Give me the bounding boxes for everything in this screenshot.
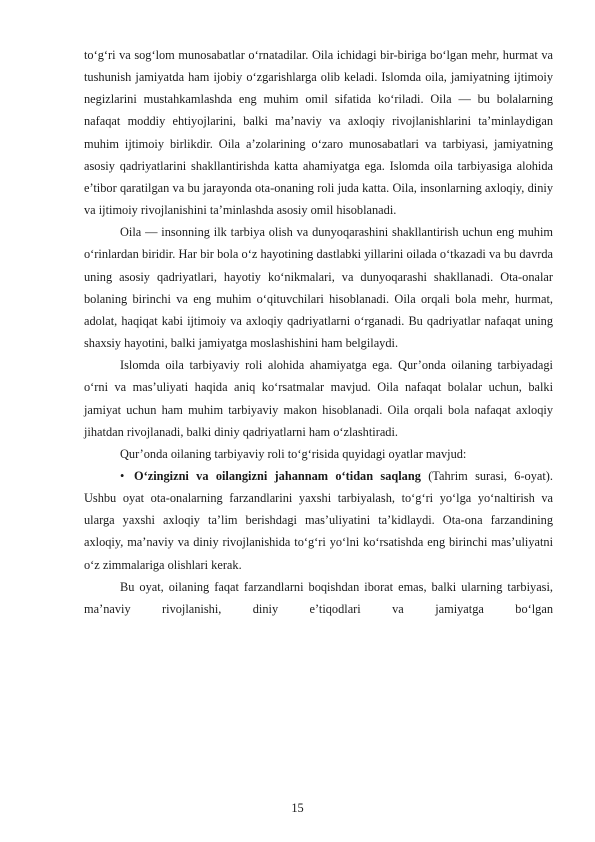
- paragraph-islam-family: Islomda oila tarbiyaviy roli alohida ahamiyatga ega. Qur’onda oilaning tarbiyadagi o‘rni va mas’uliyati haqida aniq ko‘rsatmalar mavjud. Oila nafaqat bolalar uchun, balki jamiyat uchun ham muhim tarbiyaviy makon hisoblanadi. Oila orqali bola nafaqat axloqiy jihatdan rivojlanadi, balki diniy qadriyatlarni ham o‘zlashtiradi.: [84, 358, 553, 439]
- paragraph-last: Bu oyat, oilaning faqat farzandlarni boqishdan iborat emas, balki ularning tarbiyasi, ma’naviy rivojlanishi, diniy e’tiqodlari va jamiyatga bo‘lgan: [84, 579, 553, 616]
- paragraph-family-role: Oila — insonning ilk tarbiya olish va dunyoqarashini shakllantirish uchun eng muhim o‘rinlardan biridir. Har bir bola o‘z hayotining dastlabki yillarini oilada o‘tkazadi va bu davrda uning asosiy qadriyatlari, hayotiy ko‘nikmalari, va dunyoqarashi shakllanadi. Ota-onalar bolaning birinchi va eng muhim o‘qituvchilari hisoblanadi. Oila orqali bola mehr, hurmat, adolat, haqiqat kabi ijtimoiy va axloqiy qadriyatlarni o‘rganadi. Bu qadriyatlar nafaqat uning shaxsiy hayotini, balki jamiyatga moslashishini ham belgilaydi.: [84, 225, 553, 351]
- bullet-bold-text: O‘zingizni va oilangizni jahannam o‘tidan saqlang: [134, 468, 421, 483]
- page-number: 15: [291, 801, 304, 815]
- bullet-body-text: (Tahrim surasi, 6-oyat). Ushbu oyat ota-onalarning farzandlarini yaxshi tarbiyalash, to‘g‘ri yo‘lga yo‘naltirish va ularga yaxshi axloqiy ta’lim berishdagi mas’uliyatini ta’kidlaydi. Ota-ona farzandining axloqiy, ma’naviy va diniy rivojlanishida to‘g‘ri yo‘lni ko‘rsatishda eng birinchi mas’uliyatni o‘z zimmalariga olishlari kerak.: [84, 468, 553, 572]
- paragraph-quran-intro: Qur’onda oilaning tarbiyaviy roli to‘g‘risida quyidagi oyatlar mavjud:: [120, 446, 467, 461]
- paragraph-continuation: to‘g‘ri va sog‘lom munosabatlar o‘rnatadilar. Oila ichidagi bir-biriga bo‘lgan mehr, hurmat va tushunish jamiyatda ham ijobiy o‘zgarishlarga olib keladi. Islomda oila, jamiyatning ijtimoiy negizlarini mustahkamlashda eng muhim omil sifatida ko‘riladi. Oila — bu bolalarning nafaqat moddiy ehtiyojlarini, balki ma’naviy va axloqiy rivojlanishlarini ta’minlaydigan muhim ijtimoiy birlikdir. Oila a’zolarining o‘zaro munosabatlari va tarbiyasi, jamiyatning asosiy qadriyatlarini shakllantirishda katta ahamiyatga ega. Islomda oila tarbiyasiga alohida e’tibor qaratilgan va bu jarayonda ota-onaning roli juda katta. Oila, insonlarning axloqiy, diniy va ijtimoiy rivojlanishini ta’minlashda asosiy omil hisoblanadi.: [84, 48, 553, 218]
- bullet-item: [84, 465, 553, 576]
- bullet-marker: •: [120, 468, 125, 483]
- document-page: [84, 44, 553, 620]
